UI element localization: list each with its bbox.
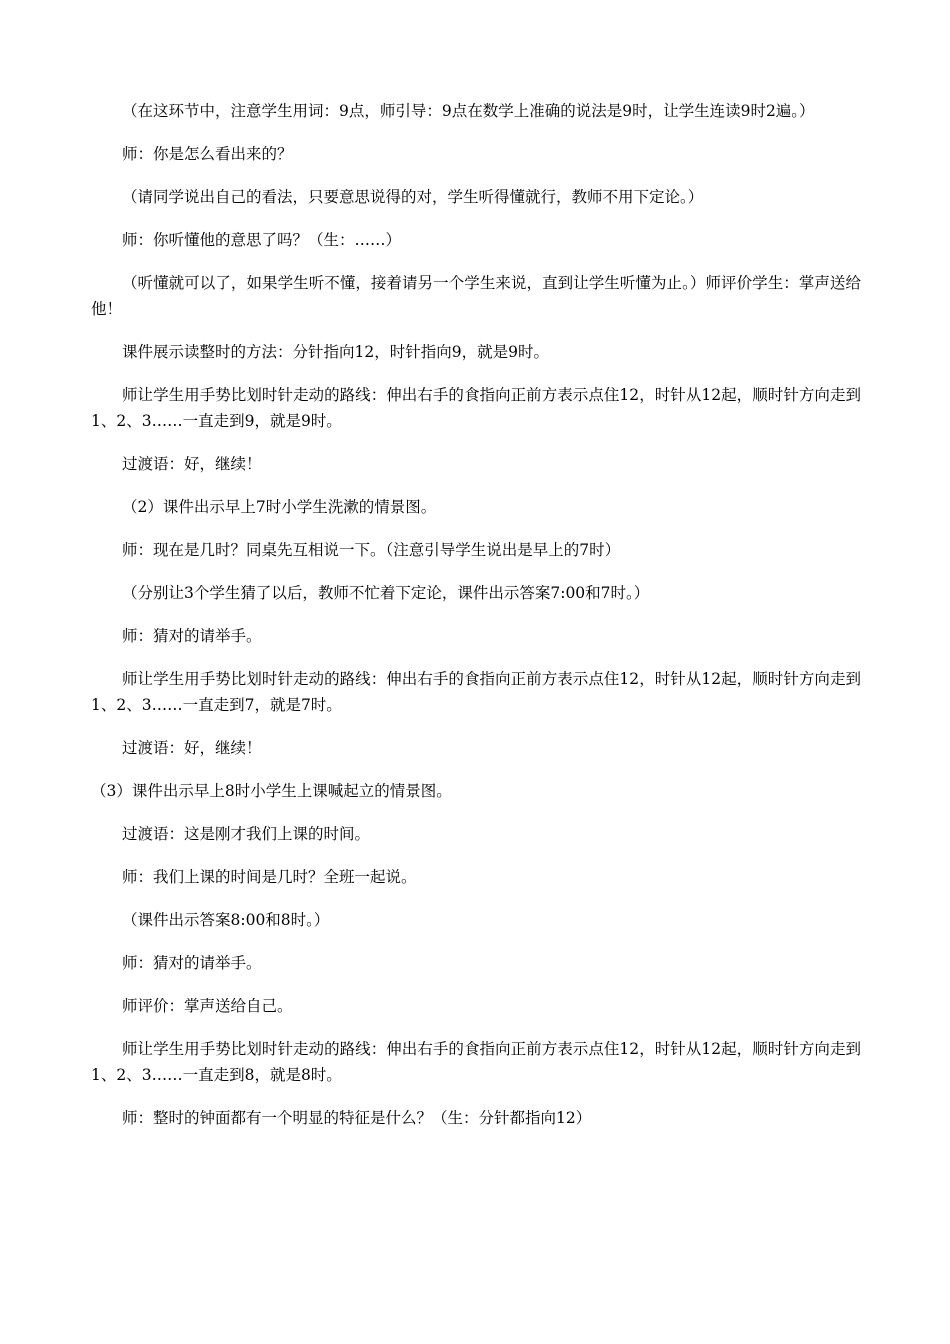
paragraph: 师：你听懂他的意思了吗？（生：……） bbox=[122, 231, 402, 249]
paragraph: （课件出示答案8:00和8时。） bbox=[122, 911, 330, 929]
paragraph: 师：我们上课的时间是几时？全班一起说。 bbox=[122, 868, 417, 886]
paragraph: （在这环节中，注意学生用词：9点，师引导：9点在数学上准确的说法是9时，让学生连读9时2遍。） bbox=[122, 102, 815, 120]
paragraph: 师让学生用手势比划时针走动的路线：伸出右手的食指向正前方表示点住12，时针从12起，顺时针方向走到1、2、3……一直走到7，就是7时。 bbox=[91, 670, 861, 714]
paragraph: （分别让3个学生猜了以后，教师不忙着下定论，课件出示答案7:00和7时。） bbox=[122, 584, 650, 602]
paragraph: 师：现在是几时？同桌先互相说一下。（注意引导学生说出是早上的7时） bbox=[122, 541, 621, 559]
paragraph: （3）课件出示早上8时小学生上课喊起立的情景图。 bbox=[91, 782, 452, 800]
paragraph: 师让学生用手势比划时针走动的路线：伸出右手的食指向正前方表示点住12，时针从12起，顺时针方向走到1、2、3……一直走到9，就是9时。 bbox=[91, 386, 861, 430]
paragraph: 师：整时的钟面都有一个明显的特征是什么？（生：分针都指向12） bbox=[122, 1109, 592, 1127]
paragraph: 师让学生用手势比划时针走动的路线：伸出右手的食指向正前方表示点住12，时针从12起，顺时针方向走到1、2、3……一直走到8，就是8时。 bbox=[91, 1040, 861, 1084]
paragraph: 师评价：掌声送给自己。 bbox=[122, 997, 293, 1015]
paragraph: 过渡语：这是刚才我们上课的时间。 bbox=[122, 825, 371, 843]
paragraph: 课件展示读整时的方法：分针指向12，时针指向9，就是9时。 bbox=[122, 343, 549, 361]
paragraph: 过渡语：好，继续！ bbox=[122, 739, 262, 757]
paragraph: 师：猜对的请举手。 bbox=[122, 627, 262, 645]
paragraph: 师：猜对的请举手。 bbox=[122, 954, 262, 972]
paragraph: 师：你是怎么看出来的？ bbox=[122, 145, 293, 163]
document-body bbox=[91, 98, 861, 1131]
paragraph: （请同学说出自己的看法，只要意思说得的对，学生听得懂就行，教师不用下定论。） bbox=[122, 188, 704, 206]
paragraph: （2）课件出示早上7时小学生洗漱的情景图。 bbox=[122, 498, 437, 516]
paragraph: 过渡语：好，继续！ bbox=[122, 455, 262, 473]
paragraph: （听懂就可以了，如果学生听不懂，接着请另一个学生来说，直到让学生听懂为止。）师评价学生：掌声送给他！ bbox=[91, 274, 861, 318]
